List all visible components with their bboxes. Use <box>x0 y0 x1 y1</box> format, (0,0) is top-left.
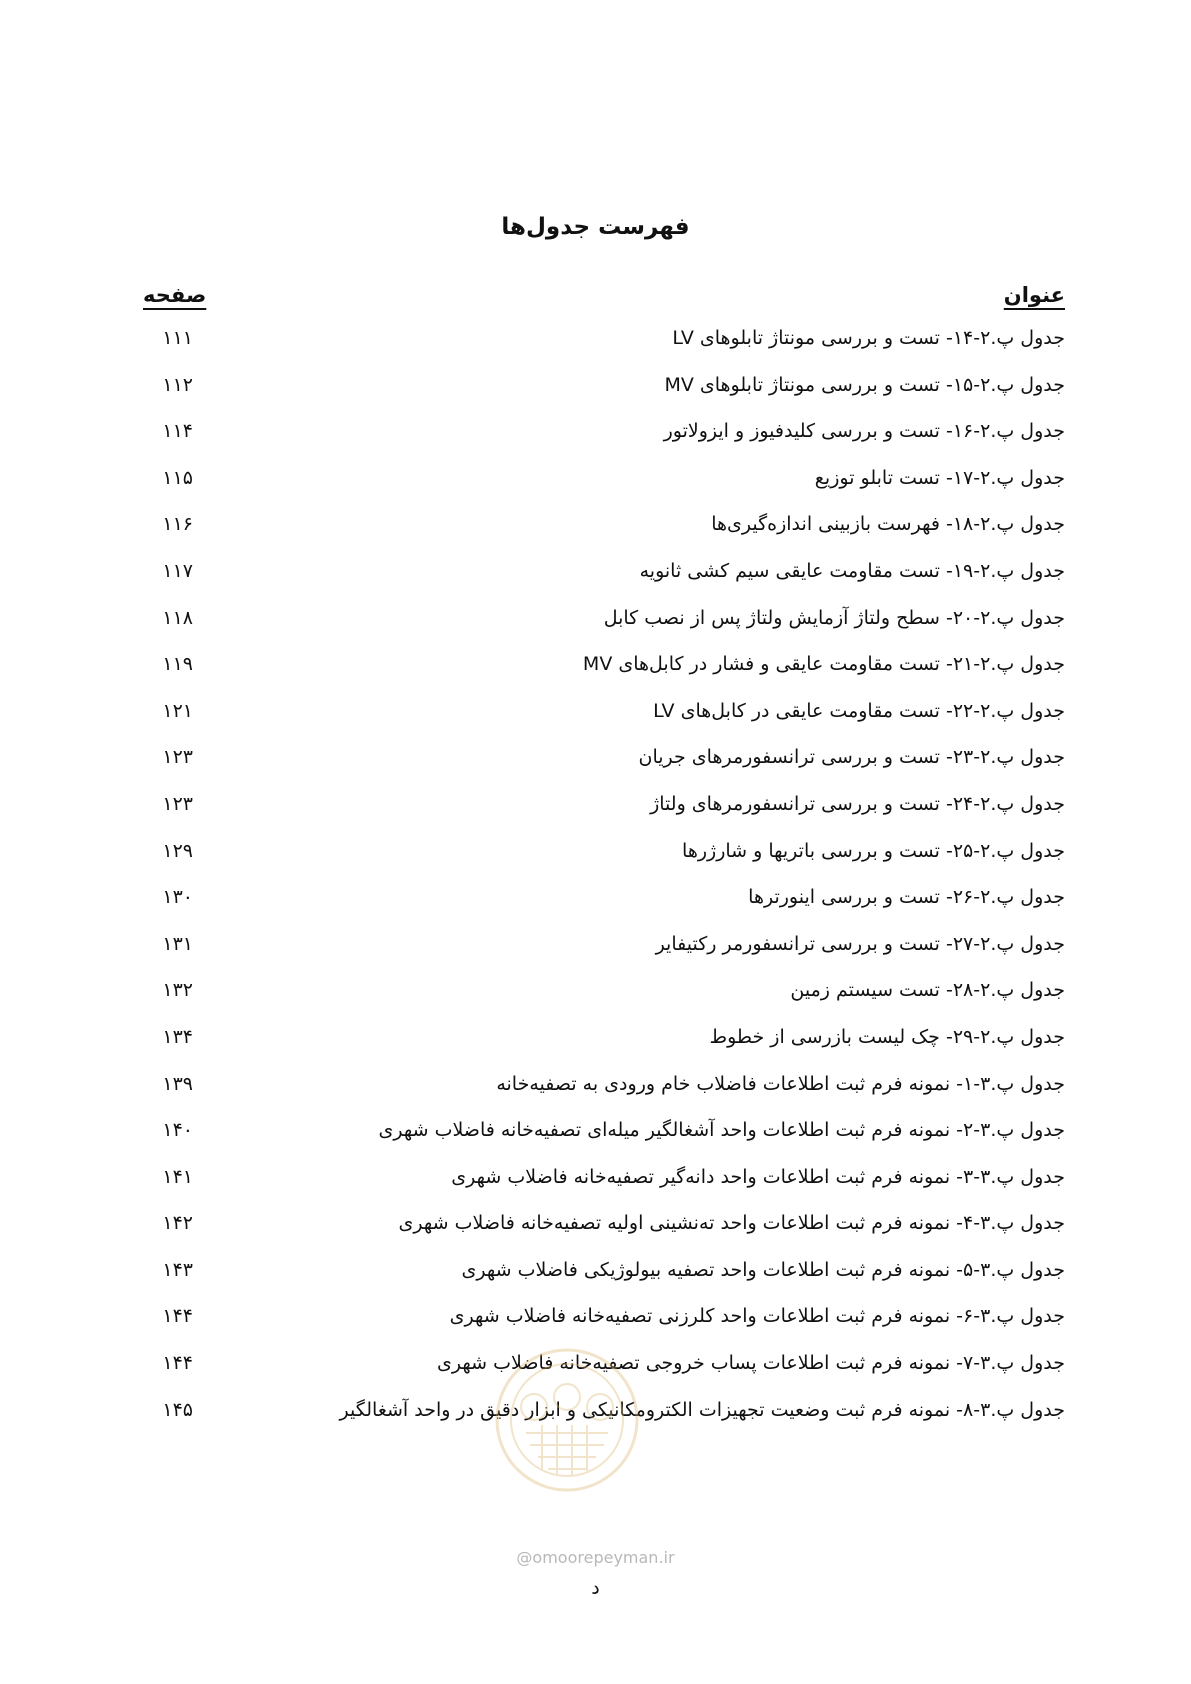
page-title: فهرست جدول‌ها <box>501 214 690 240</box>
entry-page: ۱۴۳ <box>162 1258 193 1281</box>
entry-page: ۱۲۳ <box>162 746 193 769</box>
toc-row[interactable] <box>0 928 1191 975</box>
toc-row[interactable] <box>0 1114 1191 1161</box>
entry-page: ۱۳۹ <box>162 1072 193 1095</box>
toc-row[interactable] <box>0 1254 1191 1301</box>
entry-page: ۱۴۰ <box>162 1119 193 1142</box>
entry-title: جدول پ.۲-۲۷- تست و بررسی ترانسفورمر رکتیفایر <box>655 932 1065 955</box>
column-header-page: صفحه <box>143 283 207 307</box>
toc-row[interactable] <box>0 508 1191 555</box>
entry-page: ۱۲۳ <box>162 792 193 815</box>
entry-title: جدول پ.۲-۲۰- سطح ولتاژ آزمایش ولتاژ پس از نصب کابل <box>603 606 1065 629</box>
entry-title: جدول پ.۳-۸- نمونه فرم ثبت وضعیت تجهیزات الکترومکانیکی و ابزار دقیق در واحد آشغالگیر <box>339 1398 1065 1421</box>
table-of-contents <box>0 322 1191 1440</box>
entry-page: ۱۳۲ <box>162 979 193 1002</box>
entry-title: جدول پ.۲-۱۹- تست مقاومت عایقی سیم کشی ثانویه <box>639 559 1065 582</box>
entry-page: ۱۲۱ <box>162 699 193 722</box>
entry-page: ۱۳۰ <box>162 886 193 909</box>
entry-title: جدول پ.۳-۷- نمونه فرم ثبت اطلاعات پساب خروجی تصفیه‌خانه فاضلاب شهری <box>437 1352 1065 1375</box>
entry-title: جدول پ.۲-۲۶- تست و بررسی اینورترها <box>748 886 1065 909</box>
entry-title: جدول پ.۲-۱۷- تست تابلو توزیع <box>814 466 1065 489</box>
entry-page: ۱۴۵ <box>162 1398 193 1421</box>
entry-page: ۱۱۵ <box>162 466 193 489</box>
entry-title: جدول پ.۳-۶- نمونه فرم ثبت اطلاعات واحد کلرزنی تصفیه‌خانه فاضلاب شهری <box>449 1305 1065 1328</box>
entry-title: جدول پ.۲-۱۶- تست و بررسی کلیدفیوز و ایزولاتور <box>663 420 1065 443</box>
entry-page: ۱۴۴ <box>162 1352 193 1375</box>
toc-row[interactable] <box>0 788 1191 835</box>
entry-title: جدول پ.۲-۲۹- چک لیست بازرسی از خطوط <box>709 1025 1065 1048</box>
entry-title: جدول پ.۳-۴- نمونه فرم ثبت اطلاعات واحد ته‌نشینی اولیه تصفیه‌خانه فاضلاب شهری <box>398 1212 1065 1235</box>
toc-row[interactable] <box>0 1161 1191 1208</box>
entry-title: جدول پ.۲-۱۴- تست و بررسی مونتاژ تابلوهای LV <box>672 327 1065 349</box>
entry-page: ۱۴۴ <box>162 1305 193 1328</box>
entry-title: جدول پ.۳-۵- نمونه فرم ثبت اطلاعات واحد تصفیه بیولوژیکی فاضلاب شهری <box>461 1258 1065 1281</box>
column-header-title: عنوان <box>1003 283 1065 307</box>
toc-row[interactable] <box>0 741 1191 788</box>
watermark-seal-icon <box>492 1345 642 1495</box>
entry-title: جدول پ.۲-۲۵- تست و بررسی باتریها و شارژرها <box>682 839 1065 862</box>
toc-row[interactable] <box>0 415 1191 462</box>
toc-row[interactable] <box>0 1068 1191 1115</box>
entry-title: جدول پ.۳-۱- نمونه فرم ثبت اطلاعات فاضلاب خام ورودی به تصفیه‌خانه <box>496 1072 1065 1095</box>
page-number: د <box>591 1577 600 1599</box>
entry-title: جدول پ.۳-۳- نمونه فرم ثبت اطلاعات واحد دانه‌گیر تصفیه‌خانه فاضلاب شهری <box>451 1165 1065 1188</box>
toc-row[interactable] <box>0 462 1191 509</box>
entry-page: ۱۳۴ <box>162 1025 193 1048</box>
toc-row[interactable] <box>0 695 1191 742</box>
toc-row[interactable] <box>0 835 1191 882</box>
entry-page: ۱۱۹ <box>162 653 193 676</box>
toc-row[interactable] <box>0 1300 1191 1347</box>
entry-title: جدول پ.۲-۱۸- فهرست بازبینی اندازه‌گیری‌ها <box>711 513 1065 536</box>
entry-title: جدول پ.۲-۲۲- تست مقاومت عایقی در کابل‌های LV <box>653 699 1065 722</box>
entry-title: جدول پ.۲-۱۵- تست و بررسی مونتاژ تابلوهای MV <box>664 373 1065 396</box>
entry-title: جدول پ.۳-۲- نمونه فرم ثبت اطلاعات واحد آشغالگیر میله‌ای تصفیه‌خانه فاضلاب شهری <box>378 1119 1065 1142</box>
entry-title: جدول پ.۲-۲۴- تست و بررسی ترانسفورمرهای ولتاژ <box>650 792 1065 815</box>
entry-page: ۱۱۲ <box>162 373 193 396</box>
toc-row[interactable] <box>0 369 1191 416</box>
toc-row[interactable] <box>0 322 1191 369</box>
entry-page: ۱۱۸ <box>162 606 193 629</box>
entry-page: ۱۱۱ <box>162 327 193 349</box>
toc-row[interactable] <box>0 1207 1191 1254</box>
entry-page: ۱۱۴ <box>162 420 193 443</box>
entry-page: ۱۱۶ <box>162 513 193 536</box>
entry-page: ۱۱۷ <box>162 559 193 582</box>
entry-title: جدول پ.۲-۲۱- تست مقاومت عایقی و فشار در کابل‌های MV <box>582 653 1065 676</box>
toc-row[interactable] <box>0 974 1191 1021</box>
entry-title: جدول پ.۲-۲۳- تست و بررسی ترانسفورمرهای جریان <box>638 746 1065 769</box>
entry-page: ۱۲۹ <box>162 839 193 862</box>
entry-page: ۱۳۱ <box>162 932 193 955</box>
entry-page: ۱۴۱ <box>162 1165 193 1188</box>
entry-title: جدول پ.۲-۲۸- تست سیستم زمین <box>790 979 1065 1002</box>
toc-row[interactable] <box>0 555 1191 602</box>
watermark-url: @omoorepeyman.ir <box>516 1548 675 1567</box>
entry-page: ۱۴۲ <box>162 1212 193 1235</box>
toc-row[interactable] <box>0 1021 1191 1068</box>
toc-row[interactable] <box>0 602 1191 649</box>
toc-row[interactable] <box>0 881 1191 928</box>
toc-row[interactable] <box>0 648 1191 695</box>
